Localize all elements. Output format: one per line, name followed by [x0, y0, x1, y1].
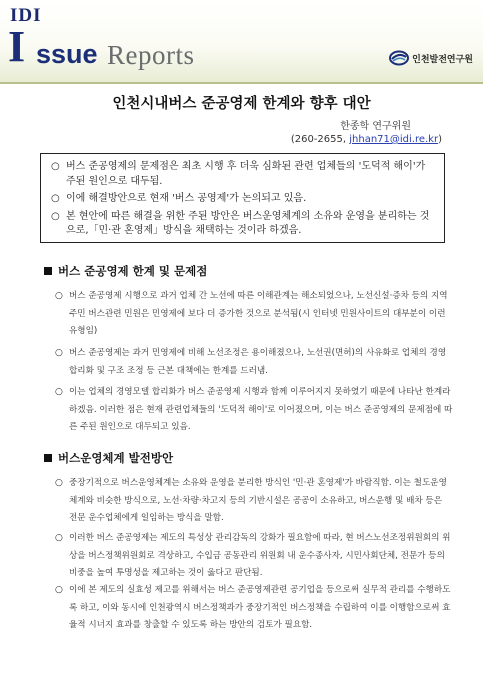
summary-item: [51, 210, 436, 239]
circle-bullet-icon: ○: [51, 193, 60, 204]
circle-bullet-icon: ○: [51, 210, 60, 222]
summary-text: 버스 준공영제의 문제점은 최초 시행 후 더욱 심화된 관련 업체들의 '도덕적 해이'가 주된 원인으로 대두됨.: [66, 161, 426, 187]
series-small-label: IDI: [10, 5, 42, 26]
section-paragraph: [55, 582, 453, 635]
section-paragraph: [55, 288, 453, 341]
summary-item: [51, 160, 436, 189]
black-square-icon: [44, 267, 52, 275]
author-line: 한종학 연구위원: [340, 121, 411, 132]
idi-swirl-logo-icon: [389, 50, 409, 66]
circle-bullet-icon: ○: [55, 478, 63, 488]
summary-text: 이에 해결방안으로 현재 '버스 공영제'가 논의되고 있음.: [66, 193, 307, 204]
circle-bullet-icon: ○: [55, 585, 63, 595]
circle-bullet-icon: ○: [55, 533, 63, 543]
contact-line: [291, 134, 442, 145]
institute-name: 인천발전연구원: [412, 54, 473, 65]
paragraph-text: 이러한 버스 준공영제는 제도의 특성상 관리감독의 강화가 필요함에 따라, 현 버스노선조정위원회의 위상을 버스정책위원회로 격상하고, 수입금 공동관리 위원회 내 운수종사자, 시민사회단체, 전문가 등의 비중을 높여 투명성을 제고하는 것이 옳다고 판단됨.: [69, 533, 451, 578]
summary-box: [40, 153, 445, 243]
series-reports-word: Reports: [107, 40, 195, 70]
paragraph-text: 버스 준공영제 시행으로 과거 업체 간 노선에 따른 이해관계는 해소되었으나, 노선신설·증차 등의 지역주민 버스관련 민원은 민영제에 보다 더 증가한 것으로 분석됨(시 인터넷 민원사이트의 대부분이 이런 유형임): [69, 291, 448, 336]
section-heading-text: 버스 준공영제 한계 및 문제점: [58, 264, 208, 278]
section-paragraph: [55, 530, 453, 583]
series-issue-word: ssue: [36, 39, 98, 69]
section-paragraph: [55, 345, 453, 380]
institute-brand: [389, 50, 473, 66]
section-paragraph: [55, 475, 453, 528]
summary-text: 본 현안에 따른 해결을 위한 주된 방안은 버스운영체계의 소유와 운영을 분리하는 것으로,「민·관 혼영제」방식을 채택하는 것이라 하겠음.: [66, 210, 430, 236]
paragraph-text: 버스 준공영제는 과거 민영제에 비해 노선조정은 용이해졌으나, 노선권(면허)의 사유화로 업체의 경영 합리화 및 구조 조정 등 근본 대책에는 한계를 드러냄.: [69, 348, 447, 376]
circle-bullet-icon: ○: [55, 387, 63, 397]
report-banner: [0, 0, 483, 84]
section-paragraph: [55, 384, 453, 437]
document-title: 인천시내버스 준공영제 한계와 향후 대안: [112, 96, 371, 112]
contact-close-paren: ): [438, 134, 442, 145]
paragraph-text: 이에 본 제도의 실효성 제고를 위해서는 버스 준공영제관련 공기업을 등으로써 실무적 관리를 수행하도록 하고, 이와 동시에 인천광역시 버스정책과가 중장기적인 버스정책을 수립하여 이를 이행함으로써 효율적 시너지 효과를 창출할 수 있도록 하는 방안의 검토가 필요함.: [69, 585, 451, 630]
section-heading-text: 버스운영체계 발전방안: [58, 451, 174, 465]
series-initial-letter: I: [8, 22, 26, 71]
section-heading: [44, 450, 173, 466]
paragraph-text: 이는 업체의 경영모델 합리화가 버스 준공영제 시행과 함께 이루어지지 못하였기 때문에 나타난 한계라 하겠음. 이러한 점은 현재 관련업체들의 '도덕적 해이'로 이어졌으며, 이는 버스 준공영제의 문제점에 따른 주된 원인으로 대두되고 있음.: [69, 387, 453, 432]
banner-divider: [0, 82, 483, 84]
circle-bullet-icon: ○: [55, 291, 63, 301]
paragraph-text: 중장기적으로 버스운영체계는 소유와 운영을 분리한 방식인 '민·관 혼영제'가 바람직함. 이는 철도운영체계와 비슷한 방식으로, 노선·차량·차고지 등의 기반시설은 공공이 소유하고, 버스운행 및 배차 등은 전문 운수업체에게 일임하는 방식을 말함.: [69, 478, 447, 523]
black-square-icon: [44, 454, 52, 462]
contact-phone: (260-2655,: [290, 134, 347, 145]
summary-item: [51, 192, 436, 207]
section-heading: [44, 263, 207, 279]
contact-email-link[interactable]: jhhan71@idi.re.kr: [349, 134, 439, 145]
circle-bullet-icon: ○: [55, 348, 63, 358]
circle-bullet-icon: ○: [51, 161, 60, 172]
